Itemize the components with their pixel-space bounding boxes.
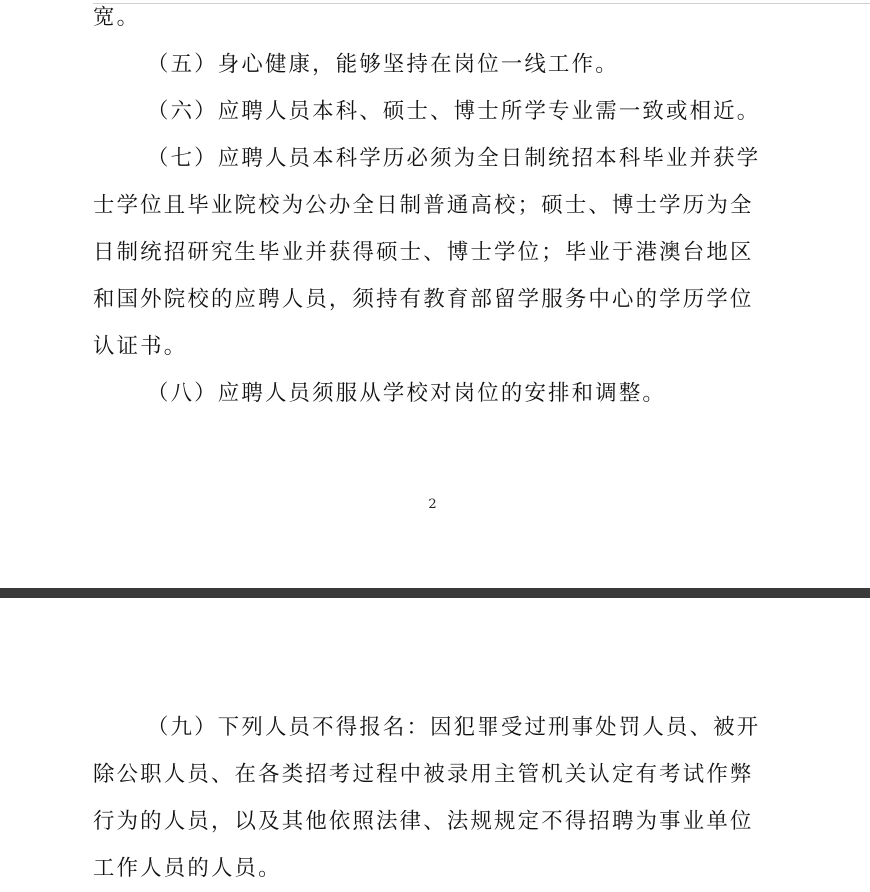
text-line: 工作人员的人员。 bbox=[93, 856, 282, 881]
text-line: 行为的人员，以及其他依照法律、法规规定不得招聘为事业单位 bbox=[93, 809, 754, 834]
text-line: （七）应聘人员本科学历必须为全日制统招本科毕业并获学 bbox=[147, 146, 761, 171]
page-3-body bbox=[93, 704, 783, 892]
page-separator bbox=[0, 588, 870, 598]
text-line: （五）身心健康，能够坚持在岗位一线工作。 bbox=[147, 52, 619, 77]
text-line: 除公职人员、在各类招考过程中被录用主管机关认定有考试作弊 bbox=[93, 762, 754, 787]
page-number: 2 bbox=[428, 497, 437, 512]
text-line: 宽。 bbox=[93, 5, 141, 30]
document-page-3 bbox=[0, 598, 870, 890]
text-line: （九）下列人员不得报名：因犯罪受过刑事处罚人员、被开 bbox=[147, 715, 761, 740]
text-line: 日制统招研究生毕业并获得硕士、博士学位；毕业于港澳台地区 bbox=[93, 240, 754, 265]
text-line: 士学位且毕业院校为公办全日制普通高校；硕士、博士学历为全 bbox=[93, 193, 754, 218]
text-line: 和国外院校的应聘人员，须持有教育部留学服务中心的学历学位 bbox=[93, 287, 754, 312]
text-line: （六）应聘人员本科、硕士、博士所学专业需一致或相近。 bbox=[147, 99, 761, 124]
text-line: （八）应聘人员须服从学校对岗位的安排和调整。 bbox=[147, 381, 666, 406]
page-2-body bbox=[93, 0, 783, 417]
text-line: 认证书。 bbox=[93, 334, 188, 359]
